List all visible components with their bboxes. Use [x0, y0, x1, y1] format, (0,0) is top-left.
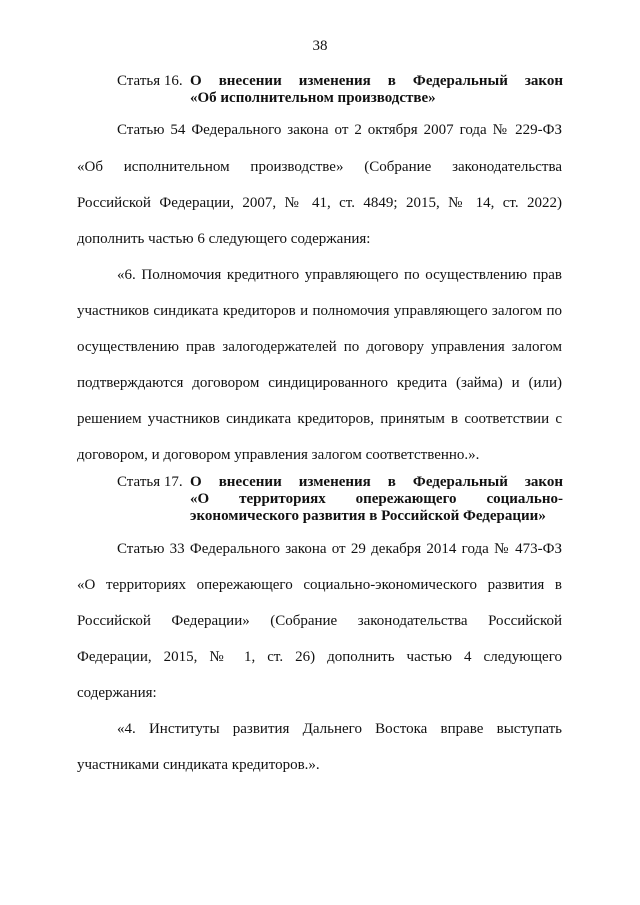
- article-16-title-line: «Об исполнительном производстве»: [190, 90, 436, 106]
- article-17-intro-line: Российской Федерации» (Собрание законодательства Российской: [77, 613, 562, 629]
- article-17-intro-line: «О территориях опережающего социально-экономического развития в: [77, 577, 562, 593]
- article-17-title-line: «О территориях опережающего социально-: [190, 491, 563, 507]
- article-16-amendment-line: договором, и договором управления залогом соответственно.».: [77, 447, 480, 463]
- article-17-intro-line: содержания:: [77, 685, 157, 701]
- article-17-amendment-line: участниками синдиката кредиторов.».: [77, 757, 320, 773]
- article-17-title-line: О внесении изменения в Федеральный закон: [190, 474, 563, 490]
- article-16-title-line: О внесении изменения в Федеральный закон: [190, 73, 563, 89]
- article-17-amendment-line: «4. Институты развития Дальнего Востока вправе выступать: [117, 721, 562, 737]
- article-16-intro-line: Статью 54 Федерального закона от 2 октября 2007 года № 229-ФЗ: [117, 122, 562, 138]
- article-17-title-line: экономического развития в Российской Федерации»: [190, 508, 546, 524]
- article-16-label: Статья 16.: [117, 73, 183, 89]
- article-16-heading: [117, 73, 563, 109]
- article-16-intro-line: «Об исполнительном производстве» (Собрание законодательства: [77, 159, 562, 175]
- article-16-amendment-line: решением участников синдиката кредиторов, принятым в соответствии с: [77, 411, 562, 427]
- article-16-amendment-line: «6. Полномочия кредитного управляющего по осуществлению прав: [117, 267, 562, 283]
- page-number: 38: [312, 38, 328, 54]
- article-17-intro-line: Федерации, 2015, № 1, ст. 26) дополнить частью 4 следующего: [77, 649, 562, 665]
- article-17-intro-line: Статью 33 Федерального закона от 29 декабря 2014 года № 473-ФЗ: [117, 541, 562, 557]
- article-16-amendment-line: осуществлению прав залогодержателей по договору управления залогом: [77, 339, 562, 355]
- article-16-amendment-line: участников синдиката кредиторов и полномочия управляющего залогом по: [77, 303, 562, 319]
- article-17-heading: [117, 474, 563, 526]
- article-17-label: Статья 17.: [117, 474, 183, 490]
- article-16-intro-line: дополнить частью 6 следующего содержания:: [77, 231, 371, 247]
- article-16-intro-line: Российской Федерации, 2007, № 41, ст. 4849; 2015, № 14, ст. 2022): [77, 195, 562, 211]
- article-16-amendment-line: подтверждаются договором синдицированного кредита (займа) и (или): [77, 375, 562, 391]
